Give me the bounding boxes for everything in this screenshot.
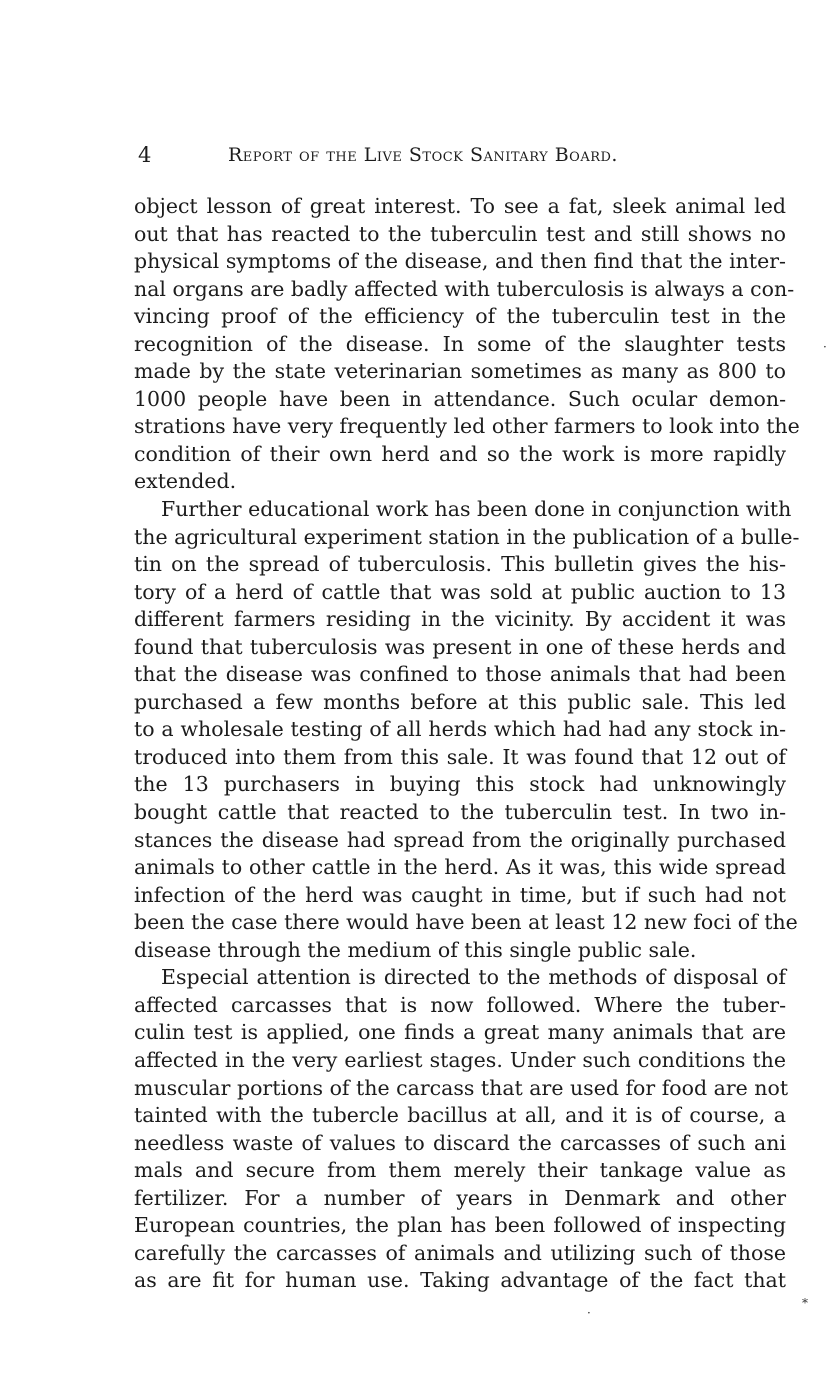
text-line: that the disease was confined to those animals that had been	[134, 662, 786, 687]
text-line: strations have very frequently led other farmers to look into the	[134, 414, 800, 439]
text-line: European countries, the plan has been followed of inspecting	[134, 1213, 786, 1238]
text-line: condition of their own herd and so the work is more rapidly	[134, 441, 786, 466]
text-line: 1000 people have been in attendance. Such ocular demon-	[134, 386, 786, 411]
paragraph-1	[134, 193, 800, 496]
text-line: bought cattle that reacted to the tuberculin test. In two in-	[134, 800, 786, 825]
text-line: infection of the herd was caught in time, but if such had not	[134, 882, 786, 907]
text-line: out that has reacted to the tuberculin test and still shows no	[134, 221, 786, 246]
stray-mark-dot: ·	[587, 1306, 591, 1320]
text-line: Especial attention is directed to the methods of disposal of	[161, 965, 786, 990]
text-line: mals and secure from them merely their tankage value as	[134, 1158, 786, 1183]
paragraph-2	[134, 496, 800, 964]
text-line: to a wholesale testing of all herds which had had any stock in-	[134, 717, 786, 742]
text-line: extended.	[134, 469, 237, 494]
text-line: affected in the very earliest stages. Under such conditions the	[134, 1047, 786, 1072]
text-line: recognition of the disease. In some of the slaughter tests	[134, 331, 786, 356]
text-line: troduced into them from this sale. It was found that 12 out of	[134, 744, 786, 769]
text-line: vincing proof of the efficiency of the tuberculin test in the	[134, 304, 786, 329]
text-line: made by the state veterinarian sometimes as many as 800 to	[134, 359, 786, 384]
text-line: been the case there would have been at least 12 new foci of the	[134, 910, 798, 935]
text-line: animals to other cattle in the herd. As it was, this wide spread	[134, 855, 786, 880]
text-line: tainted with the tubercle bacillus at all, and it is of course, a	[134, 1103, 786, 1128]
text-line: tin on the spread of tuberculosis. This bulletin gives the his-	[134, 552, 786, 577]
text-line: culin test is applied, one finds a great many animals that are	[134, 1020, 786, 1045]
text-line: muscular portions of the carcass that are used for food are not	[134, 1075, 789, 1100]
text-line: Further educational work has been done in conjunction with	[161, 497, 792, 522]
stray-mark-dot: ·	[823, 340, 827, 354]
page-header	[138, 143, 788, 171]
text-line: different farmers residing in the vicinity. By accident it was	[134, 607, 786, 632]
text-line: object lesson of great interest. To see a fat, sleek animal led	[134, 194, 786, 218]
text-line: the 13 purchasers in buying this stock had unknowingly	[134, 772, 786, 797]
stray-mark-asterisk: *	[802, 1296, 808, 1310]
page-number: 4	[138, 143, 152, 167]
text-line: disease through the medium of this single public sale.	[134, 937, 697, 962]
text-line: carefully the carcasses of animals and utilizing such of those	[134, 1240, 786, 1265]
text-line: purchased a few months before at this public sale. This led	[134, 689, 786, 714]
text-line: nal organs are badly affected with tuberculosis is always a con-	[134, 276, 795, 301]
text-line: needless waste of values to discard the carcasses of such ani	[134, 1130, 786, 1155]
text-line: physical symptoms of the disease, and then find that the inter-	[134, 249, 786, 274]
text-line: affected carcasses that is now followed. Where the tuber-	[134, 992, 786, 1017]
text-line: as are fit for human use. Taking advantage of the fact that	[134, 1268, 786, 1293]
text-line: found that tuberculosis was present in one of these herds and	[134, 634, 786, 659]
running-head: Report of the Live Stock Sanitary Board.	[228, 144, 618, 166]
text-line: stances the disease had spread from the originally purchased	[134, 827, 786, 852]
text-line: the agricultural experiment station in the publication of a bulle-	[134, 524, 800, 549]
body-text	[134, 193, 800, 1295]
text-line: tory of a herd of cattle that was sold at public auction to 13	[134, 579, 786, 604]
paragraph-3	[134, 964, 789, 1295]
text-line: fertilizer. For a number of years in Denmark and other	[134, 1185, 786, 1210]
